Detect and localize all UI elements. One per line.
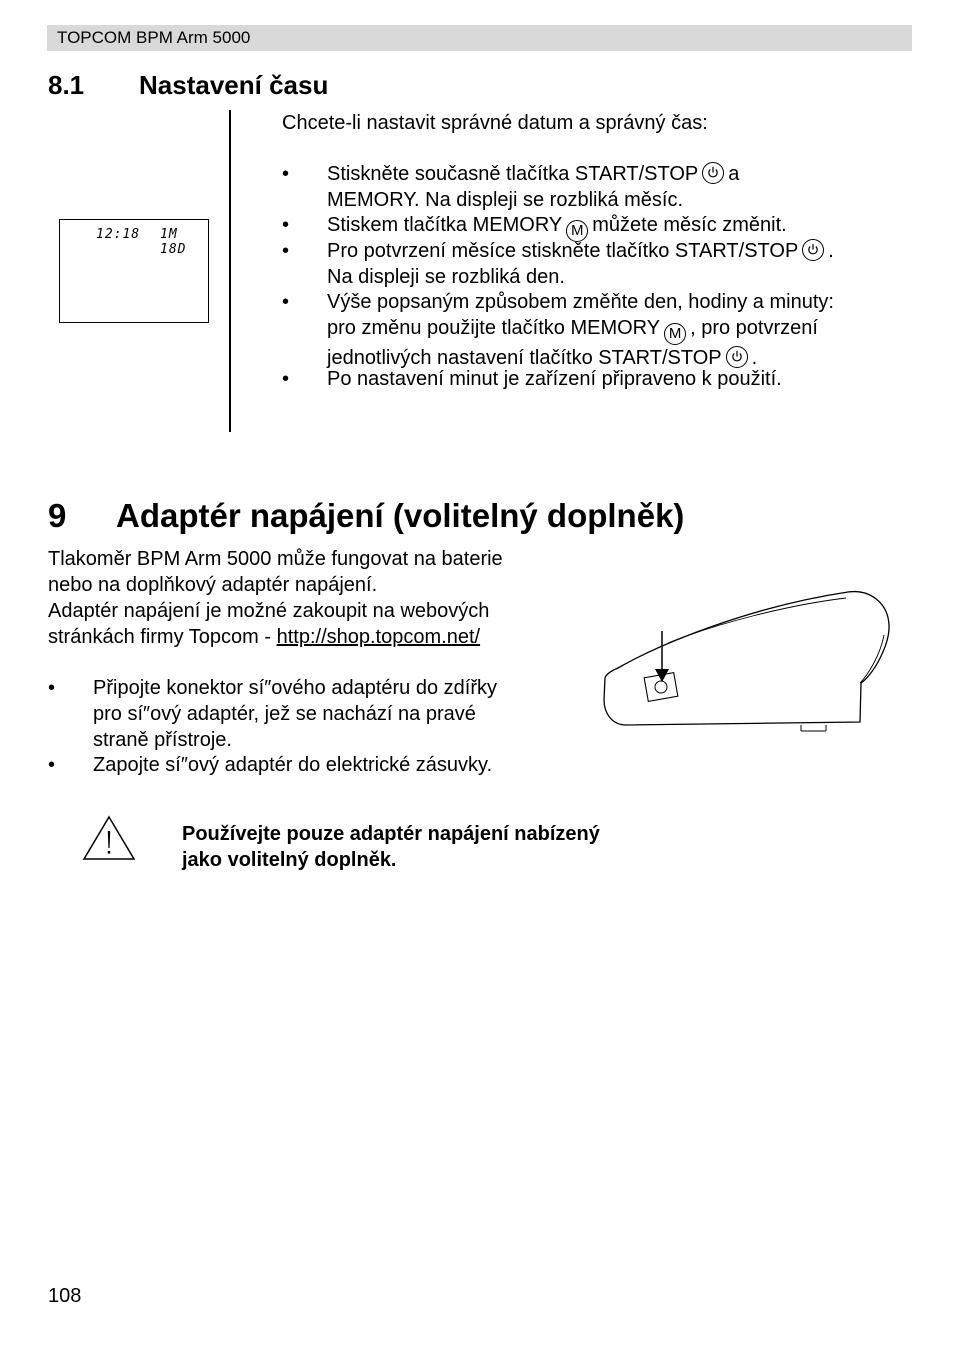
power-icon xyxy=(802,239,824,261)
power-icon xyxy=(702,162,724,184)
bullet-mark: • xyxy=(48,677,56,699)
warning-icon xyxy=(81,814,137,862)
list-item-text: pro změnu použijte tlačítko MEMORY xyxy=(327,317,661,339)
list-item-text: Po nastavení minut je zařízení připraveno k použití. xyxy=(327,368,782,390)
warning-line: Používejte pouze adaptér napájení nabízený xyxy=(182,823,600,845)
section-9-number: 9 xyxy=(48,497,67,534)
paragraph-line: Adaptér napájení je možné zakoupit na webových xyxy=(48,600,490,622)
list-item-text: jednotlivých nastavení tlačítko START/STOP xyxy=(327,347,722,369)
blood-pressure-device-illustration xyxy=(598,585,894,760)
paragraph-line: nebo na doplňkový adaptér napájení. xyxy=(48,574,378,596)
list-item-text: MEMORY. Na displeji se rozbliká měsíc. xyxy=(327,189,684,211)
list-item xyxy=(327,238,834,290)
list-item-text: Na displeji se rozbliká den. xyxy=(327,266,565,288)
paragraph-line: Tlakoměr BPM Arm 5000 může fungovat na baterie xyxy=(48,548,503,570)
shop-link[interactable]: http://shop.topcom.net/ xyxy=(276,626,481,648)
header-title: TOPCOM BPM Arm 5000 xyxy=(57,28,251,47)
running-header xyxy=(47,25,912,51)
list-item-text: . xyxy=(751,347,758,369)
bullet-mark: • xyxy=(282,214,290,236)
lcd-date: 1M 18D xyxy=(160,227,187,257)
list-item xyxy=(327,366,782,392)
section-9-title: Adaptér napájení (volitelný doplněk) xyxy=(116,497,685,534)
list-item-text: Stiskněte současně tlačítka START/STOP xyxy=(327,163,699,185)
paragraph-line: stránkách firmy Topcom - xyxy=(48,626,277,648)
list-item-text: Výše popsaným způsobem změňte den, hodiny a minuty: xyxy=(327,291,834,313)
warning-text xyxy=(182,821,600,873)
list-item-text: . xyxy=(828,240,834,262)
section-8-1-intro: Chcete-li nastavit správné datum a správný čas: xyxy=(282,112,708,134)
bullet-mark: • xyxy=(282,163,290,185)
list-item-text: a xyxy=(728,163,740,185)
list-item-text: straně přístroje. xyxy=(93,729,232,751)
warning-line: jako volitelný doplněk. xyxy=(182,849,397,871)
list-item-text: Připojte konektor sí″ového adaptéru do zdířky xyxy=(93,677,497,699)
list-item-text: pro sí″ový adaptér, jež se nachází na pravé xyxy=(93,703,476,725)
list-item xyxy=(327,161,739,213)
bullet-mark: • xyxy=(48,754,56,776)
list-item-text: Stiskem tlačítka MEMORY xyxy=(327,214,563,236)
bullet-mark: • xyxy=(282,240,290,262)
lcd-display-illustration xyxy=(59,219,209,323)
list-item-text: Zapojte sí″ový adaptér do elektrické zásuvky. xyxy=(93,754,493,776)
section-8-1-title: Nastavení času xyxy=(139,70,329,100)
bullet-mark: • xyxy=(282,368,290,390)
list-item xyxy=(327,289,834,371)
list-item xyxy=(93,752,492,778)
list-item-text: můžete měsíc změnit. xyxy=(592,214,787,236)
list-item-text: , pro potvrzení xyxy=(690,317,818,339)
section-8-1-number: 8.1 xyxy=(48,70,85,100)
power-icon xyxy=(726,346,748,368)
section-9-paragraph xyxy=(48,546,503,650)
bullet-mark: • xyxy=(282,291,290,313)
memory-button-icon: M xyxy=(664,323,686,345)
page-number: 108 xyxy=(48,1285,82,1307)
column-divider xyxy=(229,110,231,432)
list-item xyxy=(93,675,497,753)
list-item-text: Pro potvrzení měsíce stiskněte tlačítko START/STOP xyxy=(327,240,799,262)
memory-button-icon: M xyxy=(566,220,588,242)
lcd-time: 12:18 xyxy=(96,227,141,242)
